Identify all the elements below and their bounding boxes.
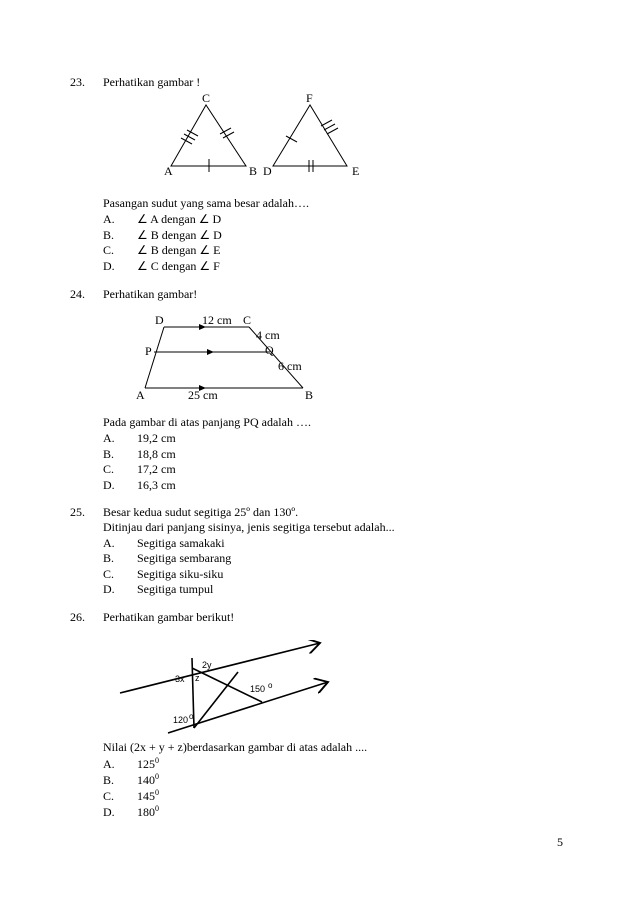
q26-option-letter-b: B. bbox=[103, 773, 115, 787]
q26-option-letter-a: A. bbox=[103, 757, 115, 771]
q26-option-base-b: 140 bbox=[137, 773, 155, 787]
q25-number: 25. bbox=[70, 505, 85, 519]
q25-option-text-d: Segitiga tumpul bbox=[137, 582, 214, 596]
q26-option-value-c bbox=[137, 789, 159, 803]
q26-option-sup-d: 0 bbox=[155, 804, 159, 813]
q26-option-letter-d: D. bbox=[103, 805, 115, 819]
q23-option-text-d: ∠ C dengan ∠ F bbox=[137, 259, 220, 273]
q24-option-text-b: 18,8 cm bbox=[137, 447, 176, 461]
q24-option-text-d: 16,3 cm bbox=[137, 478, 176, 492]
q23-option-letter-d: D. bbox=[103, 259, 115, 273]
q24-option-letter-c: C. bbox=[103, 462, 115, 476]
q25-option-letter-c: C. bbox=[103, 567, 115, 581]
q24-option-letter-b: B. bbox=[103, 447, 115, 461]
q24-option-letter-a: A. bbox=[103, 431, 115, 445]
label-a: A bbox=[164, 164, 173, 178]
label-p: P bbox=[145, 344, 152, 358]
label-side-bottom-length: 6 cm bbox=[278, 359, 302, 373]
label-b: B bbox=[305, 388, 314, 402]
q25-option-letter-d: D. bbox=[103, 582, 115, 596]
q26-option-base-d: 180 bbox=[137, 805, 155, 819]
label-e: E bbox=[352, 164, 360, 178]
q26-option-value-d bbox=[137, 805, 159, 819]
q24-option-text-c: 17,2 cm bbox=[137, 462, 176, 476]
q23-option-letter-c: C. bbox=[103, 243, 115, 257]
q25-option-letter-a: A. bbox=[103, 536, 115, 550]
q23-option-letter-b: B. bbox=[103, 228, 115, 242]
q25-line1: Besar kedua sudut segitiga 25º dan 130º. bbox=[103, 505, 299, 519]
q23-prompt: Perhatikan gambar ! bbox=[103, 75, 201, 89]
q26-number: 26. bbox=[70, 610, 85, 624]
q26-option-value-b bbox=[137, 773, 159, 787]
q26-option-sup-b: 0 bbox=[155, 772, 159, 781]
q25-line2: Ditinjau dari panjang sisinya, jenis segitiga tersebut adalah... bbox=[103, 520, 395, 534]
label-a: A bbox=[136, 388, 145, 402]
q23-triangles-figure bbox=[140, 88, 380, 180]
label-d: D bbox=[263, 164, 272, 178]
label-bottom-length: 25 cm bbox=[188, 388, 218, 402]
q25-option-letter-b: B. bbox=[103, 551, 115, 565]
label-150-degree: o bbox=[268, 681, 273, 690]
triangle-def bbox=[273, 105, 347, 172]
q23-option-text-c: ∠ B dengan ∠ E bbox=[137, 243, 221, 257]
label-f: F bbox=[306, 91, 313, 105]
figure-lines bbox=[120, 643, 328, 733]
label-d: D bbox=[155, 313, 164, 327]
label-q: Q bbox=[265, 343, 274, 357]
q24-question: Pada gambar di atas panjang PQ adalah …. bbox=[103, 415, 311, 429]
q26-option-letter-c: C. bbox=[103, 789, 115, 803]
q26-option-base-c: 145 bbox=[137, 789, 155, 803]
page-number: 5 bbox=[557, 835, 563, 849]
q23-question: Pasangan sudut yang sama besar adalah…. bbox=[103, 196, 309, 210]
q26-prompt: Perhatikan gambar berikut! bbox=[103, 610, 235, 624]
q25-option-text-b: Segitiga sembarang bbox=[137, 551, 232, 565]
q26-option-value-a bbox=[137, 757, 159, 771]
q26-option-base-a: 125 bbox=[137, 757, 155, 771]
q26-question: Nilai (2x + y + z)berdasarkan gambar di atas adalah .... bbox=[103, 740, 368, 754]
label-120-degree: o bbox=[189, 712, 194, 721]
label-3x: 3x bbox=[175, 674, 185, 684]
label-c: C bbox=[202, 91, 211, 105]
q26-option-sup-c: 0 bbox=[155, 788, 159, 797]
label-150: 150 bbox=[250, 684, 266, 694]
q26-parallel-lines-figure bbox=[110, 640, 340, 740]
label-b: B bbox=[249, 164, 258, 178]
q23-option-text-b: ∠ B dengan ∠ D bbox=[137, 228, 222, 242]
q23-option-text-a: ∠ A dengan ∠ D bbox=[137, 212, 222, 226]
label-side-top-length: 4 cm bbox=[256, 328, 280, 342]
q23-number: 23. bbox=[70, 75, 85, 89]
q25-option-text-c: Segitiga siku-siku bbox=[137, 567, 224, 581]
q24-option-text-a: 19,2 cm bbox=[137, 431, 176, 445]
q25-option-text-a: Segitiga samakaki bbox=[137, 536, 225, 550]
q24-option-letter-d: D. bbox=[103, 478, 115, 492]
label-z: z bbox=[195, 673, 200, 683]
label-120: 120 bbox=[173, 715, 189, 725]
q24-prompt: Perhatikan gambar! bbox=[103, 287, 198, 301]
label-c: C bbox=[243, 313, 252, 327]
q23-option-letter-a: A. bbox=[103, 212, 115, 226]
q26-option-sup-a: 0 bbox=[155, 756, 159, 765]
q24-trapezoid-figure bbox=[125, 308, 325, 403]
triangle-abc bbox=[171, 105, 246, 172]
label-2y: 2y bbox=[202, 660, 212, 670]
q24-number: 24. bbox=[70, 287, 85, 301]
label-top-length: 12 cm bbox=[202, 313, 232, 327]
